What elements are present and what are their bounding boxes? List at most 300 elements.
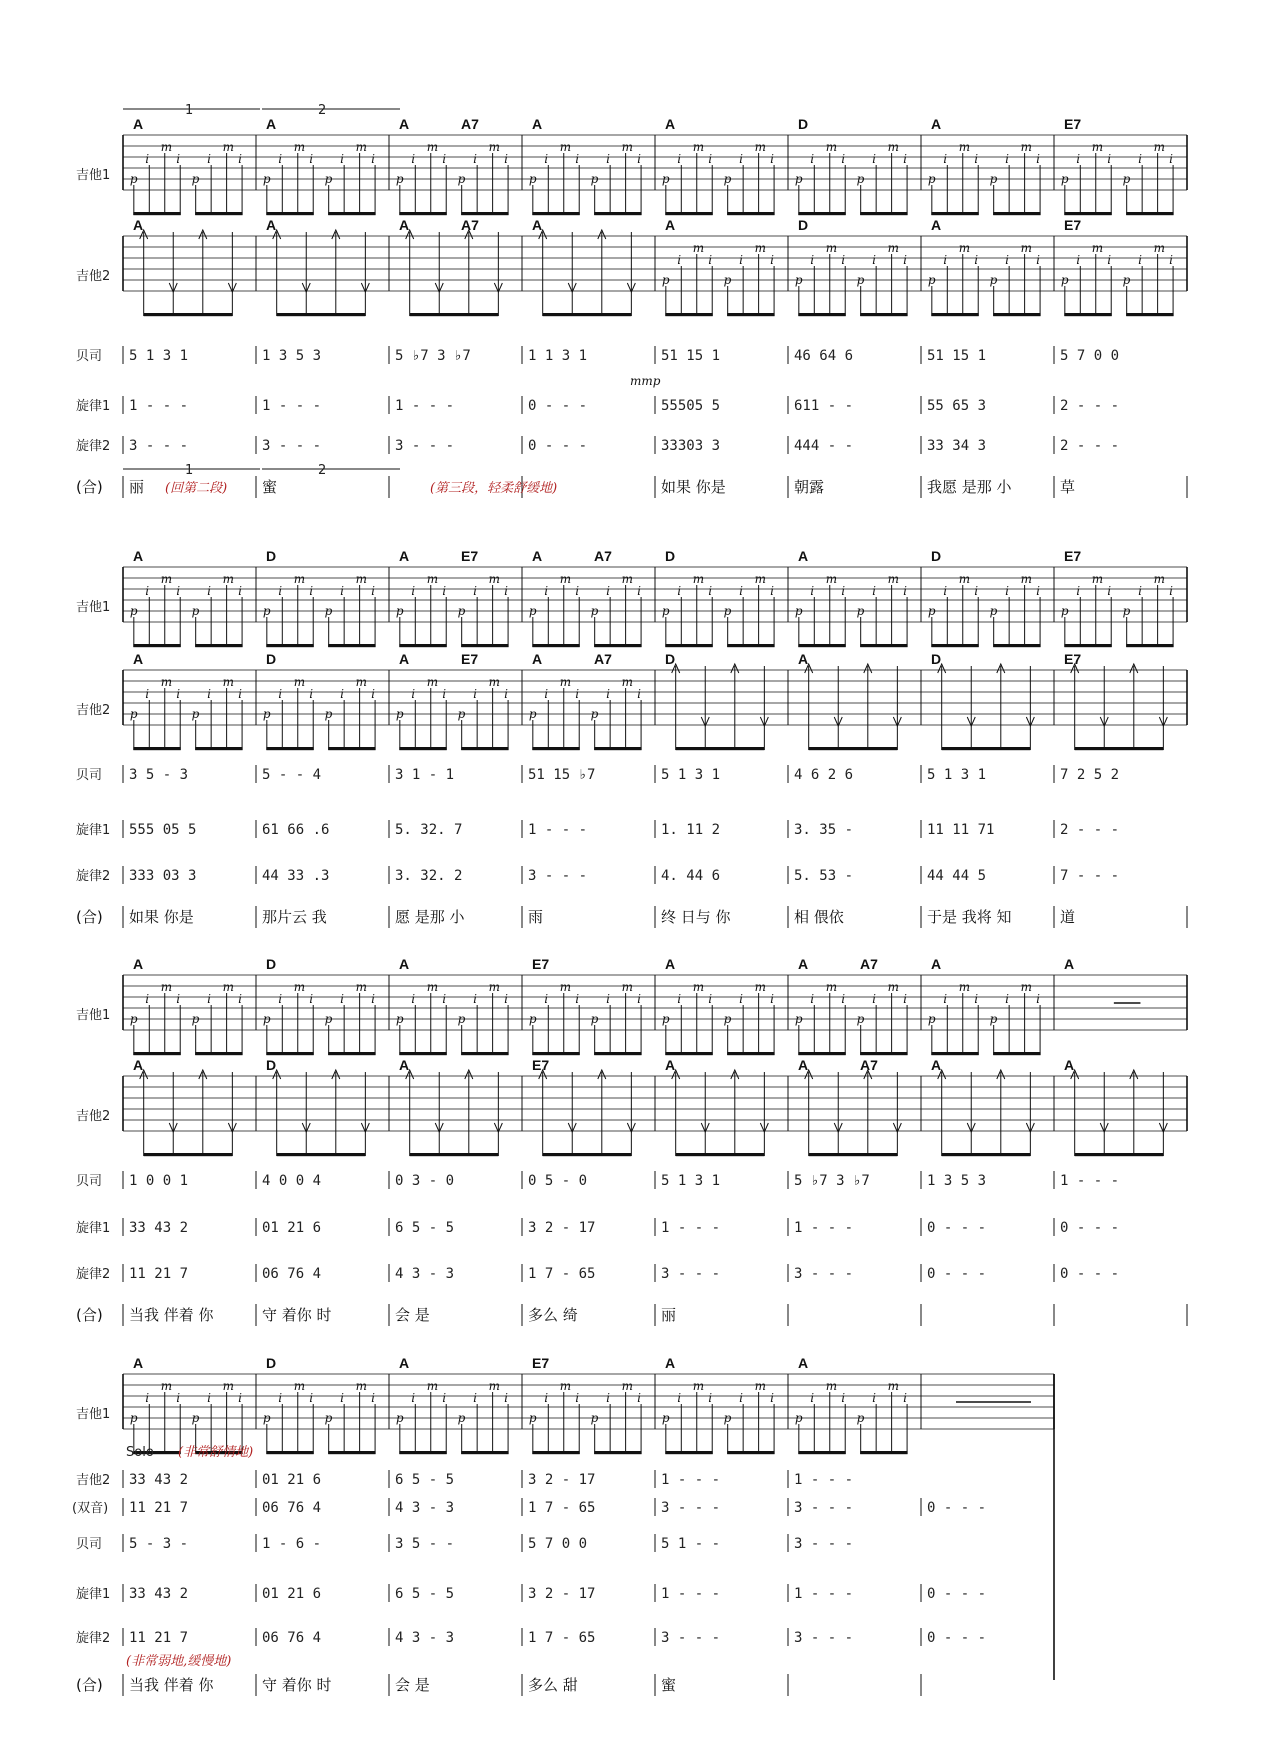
beam xyxy=(266,1052,313,1055)
staff-label-guitar2: 吉他2 xyxy=(76,703,111,718)
finger-letter: p xyxy=(794,604,803,618)
finger-letter: p xyxy=(395,1411,404,1425)
finger-letter: m xyxy=(958,241,971,255)
notation-bass: 5 ♭7 3 ♭7 xyxy=(794,1173,870,1189)
finger-letter: i xyxy=(207,1391,211,1405)
beam xyxy=(461,1451,508,1454)
notation-melody2: 3 - - - xyxy=(395,438,455,454)
notation-melody1: 33 43 2 xyxy=(129,1220,189,1236)
beam xyxy=(133,212,180,215)
finger-letter: m xyxy=(887,572,900,586)
finger-letter: m xyxy=(559,980,572,994)
finger-letter: i xyxy=(575,992,580,1006)
chord-name: A xyxy=(931,116,942,132)
finger-letter: m xyxy=(559,1379,572,1393)
notation-melody1: 2 - - - xyxy=(1060,822,1120,838)
beam xyxy=(727,644,774,647)
beam xyxy=(328,1052,375,1055)
chord-name: A7 xyxy=(461,217,479,233)
finger-letter: i xyxy=(1107,152,1112,166)
finger-letter: i xyxy=(278,992,283,1006)
finger-letter: p xyxy=(395,1012,404,1026)
finger-letter: i xyxy=(974,584,979,598)
notation-melody2: 3 - - - xyxy=(129,438,189,454)
beam xyxy=(266,1451,313,1454)
finger-letter: m xyxy=(293,140,306,154)
finger-letter: m xyxy=(293,980,306,994)
row-label-solo_top: 吉他2 xyxy=(76,1473,111,1488)
notation-melody2: 0 - - - xyxy=(528,438,588,454)
finger-letter: i xyxy=(810,253,815,267)
notation-melody2: 11 21 7 xyxy=(129,1630,189,1646)
finger-letter: p xyxy=(1122,172,1131,186)
notation-bass: 1 - 6 - xyxy=(262,1536,322,1552)
beam xyxy=(942,747,1031,750)
finger-letter: i xyxy=(1138,152,1142,166)
notation-solo_top: 6 5 - 5 xyxy=(395,1472,455,1488)
lyric: 丽 xyxy=(129,478,145,496)
lyric: 当我 伴着 你 xyxy=(129,1306,214,1324)
beam xyxy=(133,1052,180,1055)
notation-melody2: 3 - - - xyxy=(528,868,588,884)
notation-bass: 5 1 3 1 xyxy=(661,767,721,783)
finger-letter: p xyxy=(723,273,732,287)
beam xyxy=(809,747,898,750)
beam xyxy=(993,313,1040,316)
finger-letter: i xyxy=(176,584,181,598)
notation-melody2: 3 - - - xyxy=(661,1266,721,1282)
notation-melody2: 44 44 5 xyxy=(927,868,987,884)
beam xyxy=(665,212,712,215)
annotation-very-soft-slow: (非常弱地,缓慢地) xyxy=(126,1654,232,1669)
finger-letter: p xyxy=(661,273,670,287)
finger-letter: p xyxy=(927,1012,936,1026)
finger-letter: i xyxy=(770,253,774,267)
finger-letter: i xyxy=(1036,584,1040,598)
finger-letter: i xyxy=(1169,253,1173,267)
finger-letter: i xyxy=(544,687,549,701)
chord-name: A xyxy=(665,217,676,233)
finger-letter: i xyxy=(606,992,610,1006)
chord-name: D xyxy=(266,651,277,667)
finger-letter: m xyxy=(887,980,900,994)
finger-letter: i xyxy=(238,687,242,701)
notation-melody2: 0 - - - xyxy=(927,1266,987,1282)
notation-solo_top: 33 43 2 xyxy=(129,1472,189,1488)
volta-1: 1 xyxy=(185,463,194,478)
finger-letter: m xyxy=(754,140,767,154)
notation-melody1: 1 - - - xyxy=(129,398,189,414)
finger-letter: i xyxy=(473,687,477,701)
notation-bass: 3 1 - 1 xyxy=(395,767,455,783)
volta-2: 2 xyxy=(318,463,327,478)
lyric: 多么 甜 xyxy=(528,1676,578,1694)
beam xyxy=(133,644,180,647)
chord-name: A7 xyxy=(860,956,878,972)
notation-melody2: 1 7 - 65 xyxy=(528,1630,596,1646)
finger-letter: i xyxy=(309,1391,314,1405)
chord-name: A xyxy=(532,651,543,667)
finger-letter: i xyxy=(637,152,641,166)
finger-letter: p xyxy=(1060,172,1069,186)
finger-letter: p xyxy=(1122,273,1131,287)
finger-letter: i xyxy=(176,1391,181,1405)
notation-melody1: 3 2 - 17 xyxy=(528,1220,596,1236)
row-label-melody1: 旋律1 xyxy=(76,823,111,838)
finger-letter: m xyxy=(1020,572,1033,586)
finger-letter: m xyxy=(559,675,572,689)
finger-letter: i xyxy=(504,992,508,1006)
finger-letter: m xyxy=(1020,140,1033,154)
beam xyxy=(328,1451,375,1454)
beam xyxy=(860,644,907,647)
volta-2: 2 xyxy=(318,103,327,118)
beam xyxy=(461,212,508,215)
finger-letter: p xyxy=(324,1411,333,1425)
row-label-bass: 贝司 xyxy=(76,768,103,783)
chord-name: A xyxy=(133,956,144,972)
chord-name: E7 xyxy=(461,651,479,667)
chord-name: A xyxy=(399,1057,410,1073)
notation-melody1: 55 65 3 xyxy=(927,398,987,414)
notation-melody2: 3 - - - xyxy=(262,438,322,454)
finger-letter: p xyxy=(794,1411,803,1425)
beam xyxy=(993,1052,1040,1055)
notation-melody2: 2 - - - xyxy=(1060,438,1120,454)
finger-letter: i xyxy=(974,152,979,166)
beam xyxy=(532,212,579,215)
chord-name: A xyxy=(133,651,144,667)
finger-letter: p xyxy=(395,172,404,186)
beam xyxy=(543,1153,632,1156)
beam xyxy=(133,747,180,750)
finger-letter: i xyxy=(903,1391,907,1405)
finger-letter: m xyxy=(1153,241,1166,255)
finger-letter: i xyxy=(903,253,907,267)
finger-letter: p xyxy=(927,172,936,186)
notation-bass: 3 5 - - xyxy=(395,1536,455,1552)
beam xyxy=(727,1052,774,1055)
notation-melody2: 1 7 - 65 xyxy=(528,1266,596,1282)
finger-letter: p xyxy=(856,172,865,186)
finger-letter: m xyxy=(426,572,439,586)
finger-letter: i xyxy=(176,992,181,1006)
row-label-melody1: 旋律1 xyxy=(76,1587,111,1602)
beam xyxy=(594,747,641,750)
finger-letter: p xyxy=(324,1012,333,1026)
finger-letter: i xyxy=(943,992,948,1006)
notation-bass: 51 15 1 xyxy=(661,348,721,364)
row-label-melody2: 旋律2 xyxy=(76,1631,111,1646)
finger-letter: m xyxy=(222,572,235,586)
finger-letter: i xyxy=(309,687,314,701)
finger-letter: i xyxy=(340,584,344,598)
finger-letter: m xyxy=(825,140,838,154)
beam xyxy=(328,644,375,647)
finger-letter: m xyxy=(621,980,634,994)
finger-letter: i xyxy=(677,253,682,267)
notation-melody1: 5. 32. 7 xyxy=(395,822,463,838)
finger-letter: p xyxy=(191,707,200,721)
notation-melody1: 6 5 - 5 xyxy=(395,1220,455,1236)
chord-name: D xyxy=(931,548,942,564)
finger-letter: i xyxy=(473,1391,477,1405)
chord-name: A xyxy=(532,548,543,564)
lyric: 我愿 是那 小 xyxy=(927,478,1012,496)
finger-letter: m xyxy=(160,980,173,994)
beam xyxy=(410,313,499,316)
finger-letter: i xyxy=(544,992,549,1006)
beam xyxy=(328,212,375,215)
beam xyxy=(144,1153,233,1156)
beam xyxy=(532,1451,579,1454)
notation-melody1: 1 - - - xyxy=(661,1220,721,1236)
notation-melody2: 3 - - - xyxy=(661,1630,721,1646)
finger-letter: i xyxy=(872,992,876,1006)
finger-letter: i xyxy=(974,253,979,267)
chord-name: A xyxy=(798,956,809,972)
notation-melody1: 61 66 .6 xyxy=(262,822,330,838)
annotation-very-expressive: (非常舒情地) xyxy=(178,1445,254,1460)
notation-bass: 1 0 0 1 xyxy=(129,1173,189,1189)
notation-bass: 51 15 ♭7 xyxy=(528,767,596,783)
finger-letter: i xyxy=(544,584,549,598)
finger-letter: i xyxy=(442,1391,447,1405)
finger-letter: i xyxy=(1076,253,1081,267)
finger-letter: p xyxy=(129,707,138,721)
beam xyxy=(798,644,845,647)
chord-name: D xyxy=(798,116,809,132)
chord-name: A7 xyxy=(594,548,612,564)
beam xyxy=(860,313,907,316)
finger-letter: m xyxy=(621,140,634,154)
finger-letter: p xyxy=(262,1411,271,1425)
lyric: 如果 你是 xyxy=(661,478,726,496)
finger-letter: m xyxy=(355,572,368,586)
notation-melody2: 444 - - xyxy=(794,438,854,454)
finger-letter: i xyxy=(637,687,641,701)
beam xyxy=(798,212,845,215)
finger-letter: i xyxy=(504,1391,508,1405)
finger-letter: i xyxy=(943,152,948,166)
notation-bass: 1 1 3 1 xyxy=(528,348,588,364)
notation-bass: 7 2 5 2 xyxy=(1060,767,1120,783)
beam xyxy=(665,644,712,647)
finger-letter: i xyxy=(841,253,846,267)
chord-name: A xyxy=(931,217,942,233)
finger-letter: i xyxy=(841,584,846,598)
chord-name: A xyxy=(133,116,144,132)
finger-letter: i xyxy=(810,152,815,166)
notation-melody1: 611 - - xyxy=(794,398,854,414)
finger-letter: m xyxy=(355,140,368,154)
finger-letter: p xyxy=(191,172,200,186)
finger-letter: p xyxy=(723,1012,732,1026)
staff-label-guitar1: 吉他1 xyxy=(76,1008,111,1023)
notation-melody1: 555 05 5 xyxy=(129,822,197,838)
chord-name: A xyxy=(399,217,410,233)
notation-melody1: 1 - - - xyxy=(794,1586,854,1602)
notation-solo_top: 3 2 - 17 xyxy=(528,1472,596,1488)
notation-melody2: 33303 3 xyxy=(661,438,721,454)
notation-bass: 51 15 1 xyxy=(927,348,987,364)
system-1 xyxy=(76,103,1187,498)
notation-melody1: 0 - - - xyxy=(528,398,588,414)
notation-melody1: 0 - - - xyxy=(927,1586,987,1602)
beam xyxy=(543,313,632,316)
beam xyxy=(1126,313,1173,316)
finger-letter: i xyxy=(340,1391,344,1405)
staff-label-guitar2: 吉他2 xyxy=(76,269,111,284)
finger-letter: i xyxy=(340,992,344,1006)
finger-letter: m xyxy=(825,241,838,255)
finger-letter: i xyxy=(145,152,150,166)
beam xyxy=(399,644,446,647)
lyric-chorus-marker: (合) xyxy=(76,908,103,926)
finger-letter: i xyxy=(1005,253,1009,267)
finger-letter: p xyxy=(856,604,865,618)
beam xyxy=(1126,644,1173,647)
finger-letter: i xyxy=(176,152,181,166)
chord-name: A7 xyxy=(860,1057,878,1073)
row-label-solo_bottom: (双音) xyxy=(72,1501,109,1516)
finger-letter: p xyxy=(989,273,998,287)
lyric-chorus-marker: (合) xyxy=(76,1676,103,1694)
beam xyxy=(399,1052,446,1055)
beam xyxy=(1064,313,1111,316)
notation-melody2: 0 - - - xyxy=(1060,1266,1120,1282)
finger-letter: i xyxy=(442,992,447,1006)
chord-name: E7 xyxy=(532,1057,550,1073)
notation-bass: 5 1 - - xyxy=(661,1536,721,1552)
notation-bass: 5 ♭7 3 ♭7 xyxy=(395,348,471,364)
notation-melody1: 6 5 - 5 xyxy=(395,1586,455,1602)
finger-letter: i xyxy=(473,584,477,598)
finger-letter: p xyxy=(528,1411,537,1425)
finger-letter: m xyxy=(887,241,900,255)
finger-letter: i xyxy=(238,1391,242,1405)
beam xyxy=(328,747,375,750)
chord-name: E7 xyxy=(1064,651,1082,667)
finger-letter: i xyxy=(708,584,713,598)
chord-name: A xyxy=(798,1057,809,1073)
beam xyxy=(532,747,579,750)
notation-melody1: 3 2 - 17 xyxy=(528,1586,596,1602)
finger-letter: i xyxy=(810,1391,815,1405)
beam xyxy=(266,747,313,750)
finger-letter: p xyxy=(723,604,732,618)
finger-letter: i xyxy=(442,687,447,701)
finger-letter: m xyxy=(621,572,634,586)
finger-letter: i xyxy=(903,992,907,1006)
finger-letter: i xyxy=(1005,152,1009,166)
finger-letter: i xyxy=(1005,584,1009,598)
beam xyxy=(532,644,579,647)
finger-letter: i xyxy=(442,584,447,598)
beam xyxy=(809,1153,898,1156)
finger-letter: i xyxy=(677,992,682,1006)
finger-letter: i xyxy=(575,687,580,701)
notation-bass: 0 5 - 0 xyxy=(528,1173,588,1189)
notation-melody1: 1 - - - xyxy=(661,1586,721,1602)
finger-letter: p xyxy=(590,1012,599,1026)
chord-name: D xyxy=(266,548,277,564)
row-label-melody1: 旋律1 xyxy=(76,1221,111,1236)
finger-letter: m xyxy=(293,572,306,586)
finger-letter: p xyxy=(262,172,271,186)
finger-letter: m xyxy=(958,140,971,154)
finger-letter: i xyxy=(606,687,610,701)
finger-letter: p xyxy=(1122,604,1131,618)
chord-name: A xyxy=(532,116,543,132)
finger-letter: i xyxy=(411,687,416,701)
finger-letter: p xyxy=(927,273,936,287)
chord-name: E7 xyxy=(1064,217,1082,233)
finger-letter: i xyxy=(473,152,477,166)
finger-letter: m xyxy=(1153,140,1166,154)
lyric: 于是 我将 知 xyxy=(927,908,1012,926)
finger-letter: i xyxy=(238,992,242,1006)
beam xyxy=(665,1451,712,1454)
finger-letter: i xyxy=(1169,584,1173,598)
finger-letter: m xyxy=(1091,241,1104,255)
beam xyxy=(195,1052,242,1055)
chord-name: A xyxy=(399,116,410,132)
finger-letter: m xyxy=(488,1379,501,1393)
finger-letter: i xyxy=(340,152,344,166)
system-3 xyxy=(76,956,1187,1326)
notation-melody1: 55505 5 xyxy=(661,398,721,414)
lyric: 相 偎依 xyxy=(794,908,844,926)
beam xyxy=(266,644,313,647)
finger-letter: m xyxy=(692,241,705,255)
finger-letter: i xyxy=(943,253,948,267)
finger-letter: p xyxy=(661,604,670,618)
finger-letter: i xyxy=(238,152,242,166)
chord-name: A xyxy=(665,1057,676,1073)
beam xyxy=(798,1451,845,1454)
finger-letter: m xyxy=(887,1379,900,1393)
finger-letter: m xyxy=(426,980,439,994)
beam xyxy=(1075,747,1164,750)
finger-letter: p xyxy=(528,604,537,618)
finger-letter: p xyxy=(457,707,466,721)
notation-melody1: 1 - - - xyxy=(262,398,322,414)
finger-letter: i xyxy=(810,584,815,598)
finger-letter: i xyxy=(309,584,314,598)
notation-bass: 5 1 3 1 xyxy=(129,348,189,364)
finger-letter: i xyxy=(278,687,283,701)
beam xyxy=(144,313,233,316)
finger-letter: m xyxy=(160,140,173,154)
finger-letter: i xyxy=(309,992,314,1006)
finger-letter: m xyxy=(426,1379,439,1393)
chord-name: D xyxy=(665,548,676,564)
beam xyxy=(399,212,446,215)
beam xyxy=(195,747,242,750)
finger-letter: i xyxy=(974,992,979,1006)
notation-melody2: 7 - - - xyxy=(1060,868,1120,884)
lyric: 如果 你是 xyxy=(129,908,194,926)
chord-name: A xyxy=(399,956,410,972)
finger-letter: i xyxy=(411,992,416,1006)
beam xyxy=(1075,1153,1164,1156)
staff-label-guitar1: 吉他1 xyxy=(76,1407,111,1422)
beam xyxy=(399,747,446,750)
finger-letter: i xyxy=(708,1391,713,1405)
finger-letter: m xyxy=(222,980,235,994)
chord-name: E7 xyxy=(461,548,479,564)
